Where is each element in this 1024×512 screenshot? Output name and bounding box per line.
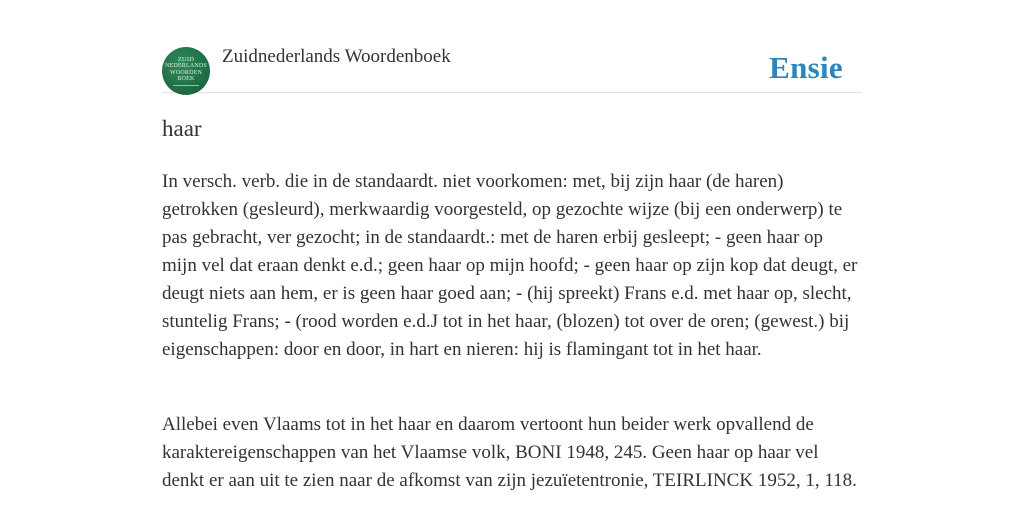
entry-headword: haar	[162, 116, 202, 141]
logo-line: BOEK	[177, 76, 195, 82]
logo-line: ZUID	[177, 55, 195, 63]
page	[162, 0, 862, 491]
entry-example-citations: Allebei even Vlaams tot in het haar en daarom vertoont hun beider werk opvallend de karaktereigenschappen van het Vlaamse volk, BONI 1948, 245. Geen haar op haar vel denkt er aan uit te zien naar de afkomst van zijn jezuïetentronie, TEIRLINCK 1952, 1, 118.	[162, 414, 857, 491]
header	[162, 0, 862, 93]
entry-definition: In versch. verb. die in de standaardt. niet voorkomen: met, bij zijn haar (de haren) getrokken (gesleurd), merkwaardig voorgesteld, op gezochte wijze (bij een onderwerp) te pas gebracht, ver gezocht; in de standaardt.: met de haren erbij gesleept; - geen haar op mijn vel dat eraan denkt e.d.; geen haar op mijn hoofd; - geen haar op zijn kop dat deugt, er deugt niets aan hem, er is geen haar goed aan; - (hij spreekt) Frans e.d. met haar op, slecht, stuntelig Frans; - (rood worden e.d.J tot in het haar, (blozen) tot over de oren; (gewest.) bij eigenschappen: door en door, in hart en nieren: hij is flamingant tot in het haar.	[162, 171, 858, 360]
logo-zuidnederlands-woordenboek[interactable]	[162, 47, 210, 95]
ensie-brand-link[interactable]: Ensie	[769, 50, 843, 85]
site-title-link[interactable]: Zuidnederlands Woordenboek	[222, 46, 451, 67]
logo-rule	[173, 85, 199, 86]
logo-line: WOORDEN	[169, 69, 203, 76]
logo-line: NEDERLANDS	[165, 63, 207, 69]
